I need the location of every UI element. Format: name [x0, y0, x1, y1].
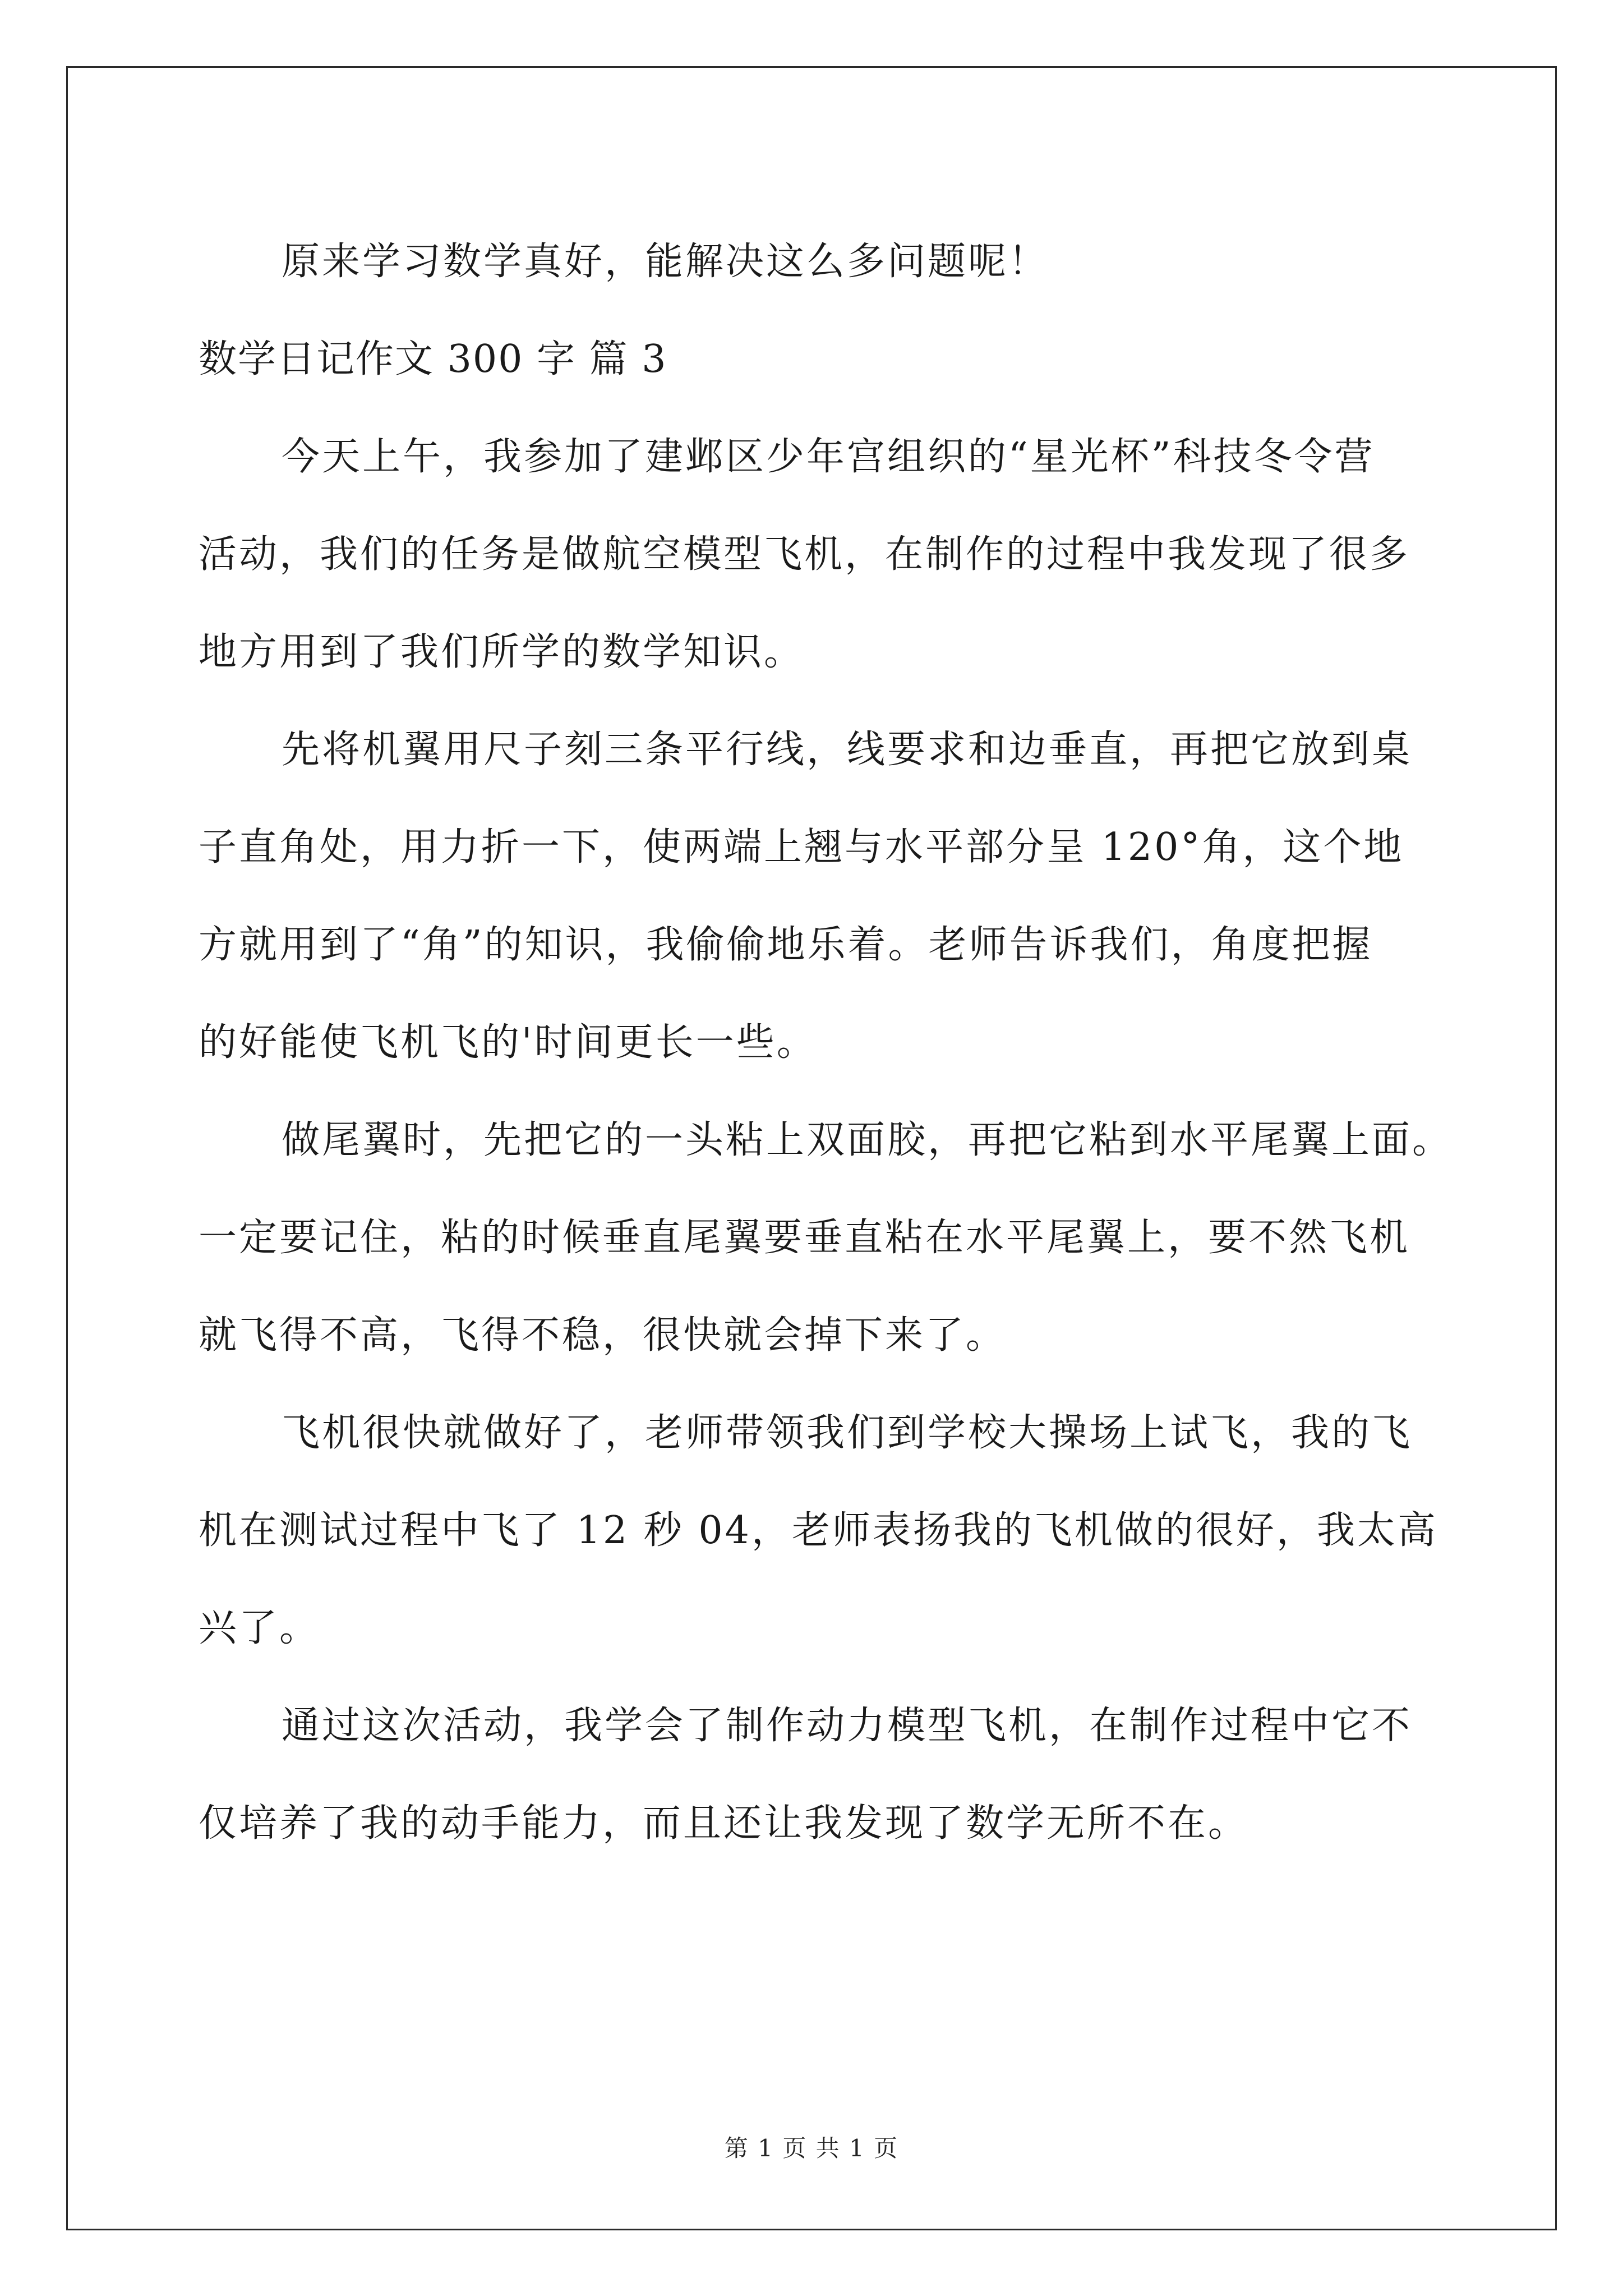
paragraph-line: 地方用到了我们所学的数学知识。: [199, 630, 805, 674]
paragraph-line: 先将机翼用尺子刻三条平行线，线要求和边垂直，再把它放到桌: [282, 728, 1413, 772]
paragraph-line: 飞机很快就做好了，老师带领我们到学校大操场上试飞，我的飞: [282, 1411, 1413, 1455]
paragraph-line: 方就用到了“角”的知识，我偷偷地乐着。老师告诉我们，角度把握: [199, 923, 1373, 967]
paragraph-line: 仅培养了我的动手能力，而且还让我发现了数学无所不在。: [199, 1801, 1249, 1846]
paragraph-line: 通过这次活动，我学会了制作动力模型飞机，在制作过程中它不: [282, 1704, 1413, 1748]
paragraph-line: 兴了。: [199, 1606, 320, 1650]
paragraph-line: 做尾翼时，先把它的一头粘上双面胶，再把它粘到水平尾翼上面。: [282, 1118, 1453, 1162]
paragraph-line: 今天上午，我参加了建邺区少年宫组织的“星光杯”科技冬令营: [282, 435, 1375, 479]
paragraph-line: 机在测试过程中飞了 12 秒 04，老师表扬我的飞机做的很好，我太高: [199, 1508, 1438, 1553]
document-body: [199, 213, 1453, 1872]
paragraph-line: 一定要记住，粘的时候垂直尾翼要垂直粘在水平尾翼上，要不然飞机: [199, 1216, 1410, 1260]
section-heading: 数学日记作文 300 字 篇 3: [199, 337, 667, 381]
paragraph-line: 就飞得不高，飞得不稳，很快就会掉下来了。: [199, 1313, 1007, 1358]
paragraph-line: 子直角处，用力折一下，使两端上翘与水平部分呈 120°角，这个地: [199, 825, 1404, 869]
paragraph-line: 原来学习数学真好，能解决这么多问题呢！: [282, 240, 1049, 284]
paragraph-line: 的好能使飞机飞的'时间更长一些。: [199, 1020, 817, 1065]
paragraph-line: 活动，我们的任务是做航空模型飞机，在制作的过程中我发现了很多: [199, 532, 1410, 577]
page-footer: 第 1 页 共 1 页: [724, 2134, 899, 2162]
